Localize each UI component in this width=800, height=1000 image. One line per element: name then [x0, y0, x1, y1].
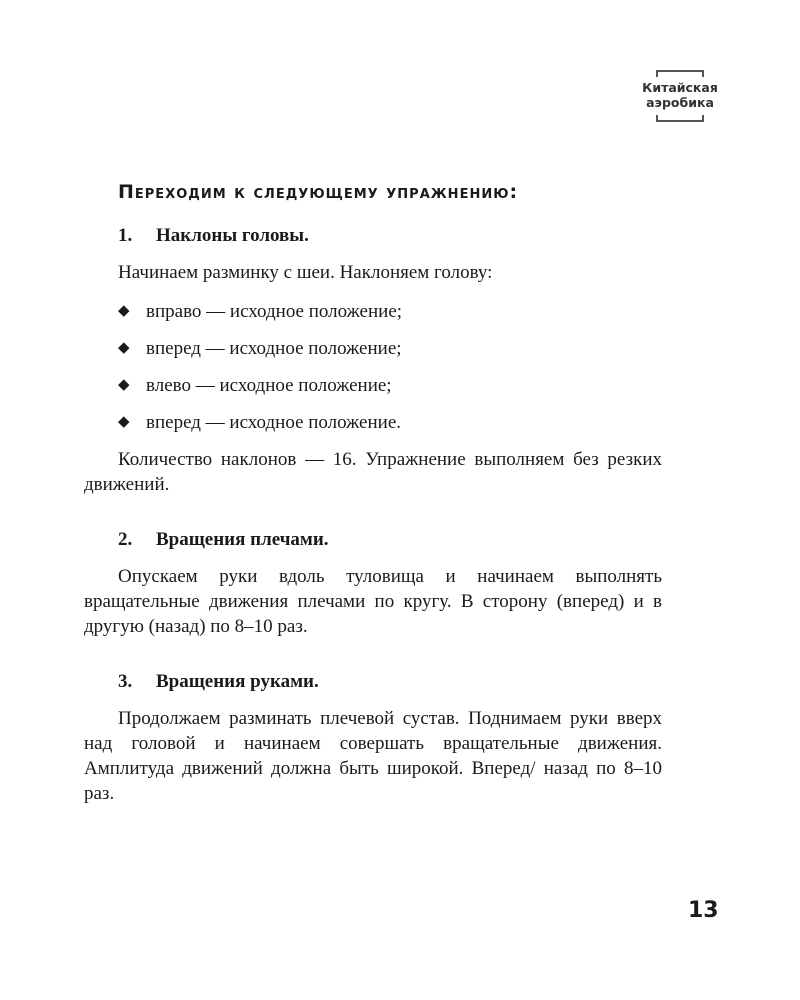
- list-item-text: вперед — исходное положение.: [146, 412, 402, 433]
- exercise-1-outro: Количество наклонов — 16. Упражнение выполняем без резких движений.: [84, 449, 662, 495]
- exercise-2-title: [118, 527, 662, 552]
- page-body: [84, 180, 662, 820]
- exercise-2-text: Опускаем руки вдоль туловища и начинаем выполнять вращательные движения плечами по кругу. В сторону (вперед) и в другую (назад) по 8–10 раз.: [84, 566, 662, 637]
- exercise-3-text: Продолжаем разминать плечевой сустав. Поднимаем руки вверх над головой и начинаем совершать вращательные движения. Амплитуда движений должна быть широкой. Вперед/ назад по 8–10 раз.: [84, 708, 662, 804]
- list-item-text: вправо — исходное положение;: [146, 301, 403, 322]
- list-item: [118, 410, 662, 435]
- diamond-bullet-icon: ◆: [118, 340, 130, 356]
- chapter-title-line-2: аэробика: [646, 95, 714, 110]
- list-item: [118, 373, 662, 398]
- chapter-title: [640, 80, 720, 110]
- diamond-bullet-icon: ◆: [118, 377, 130, 393]
- tab-bracket-bottom: [656, 115, 704, 122]
- list-item-text: влево — исходное положение;: [146, 375, 392, 396]
- list-item: [118, 299, 662, 324]
- section-heading: Переходим к следующему упражнению:: [118, 181, 519, 203]
- exercise-3-title: [118, 669, 662, 694]
- exercise-number: 2.: [118, 529, 133, 550]
- exercise-title-text: Вращения плечами.: [156, 529, 329, 550]
- diamond-bullet-icon: ◆: [118, 414, 130, 430]
- page-number: 13: [688, 898, 719, 923]
- list-item-text: вперед — исходное положение;: [146, 338, 402, 359]
- exercise-1-steps: [84, 299, 662, 435]
- list-item: [118, 336, 662, 361]
- exercise-title-text: Наклоны головы.: [156, 225, 309, 246]
- tab-bracket-top: [656, 70, 704, 77]
- exercise-1-intro: Начинаем разминку с шеи. Наклоняем голову:: [118, 262, 493, 283]
- exercise-1-title: [118, 223, 662, 248]
- diamond-bullet-icon: ◆: [118, 303, 130, 319]
- chapter-title-line-1: Китайская: [642, 80, 718, 95]
- exercise-number: 1.: [118, 225, 133, 246]
- exercise-number: 3.: [118, 671, 133, 692]
- chapter-tab: [640, 70, 720, 122]
- exercise-title-text: Вращения руками.: [156, 671, 319, 692]
